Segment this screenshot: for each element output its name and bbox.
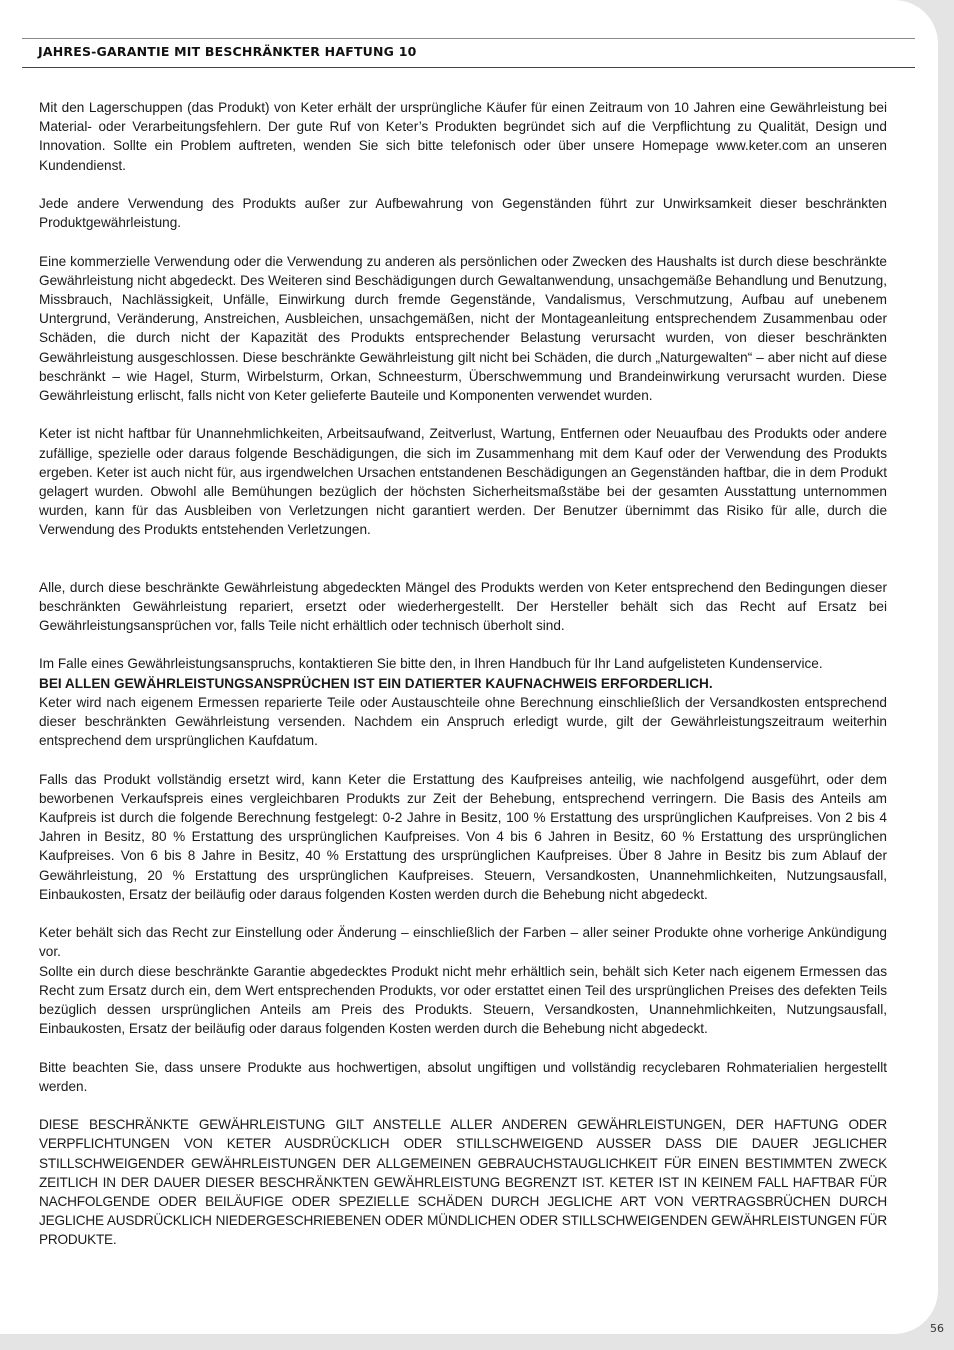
header-rule-top — [22, 38, 915, 39]
paragraph-usage: Jede andere Verwendung des Produkts außer zur Aufbewahrung von Gegenständen führt zur Unwirksamkeit dieser beschränkten Produktgewährleistung. — [39, 196, 887, 231]
header-rule-bottom — [22, 67, 915, 68]
paragraph-disclaimer: DIESE BESCHRÄNKTE GEWÄHRLEISTUNG GILT ANSTELLE ALLER ANDEREN GEWÄHRLEISTUNGEN, DER HAFTUNG ODER VERPFLICHTUNGEN VON KETER AUSDRÜCKLICH ODER STILLSCHWEIGEND AUSSER DASS DIE DAUER JEGLICHER STILLSCHWEIGENDER GEWÄHRLEISTUNGEN DER ALLGEMEINEN GEBRAUCHSTAUGLICHKEIT FÜR EINEN BESTIMMTEN ZWECK ZEITLICH IN DER DAUER DIESER BESCHRÄNKTEN GEWÄHRLEISTUNG BEGRENZT IST. KETER IST IN KEINEM FALL HAFTBAR FÜR NACHFOLGENDE ODER BEILÄUFIGE ODER SPEZIELLE SCHÄDEN DURCH JEGLICHE ART VON VERTRAGSBRÜCHEN DURCH JEGLICHE AUSDRÜCKLICH NIEDERGESCHRIEBENEN ODER MÜNDLICHEN ODER STILLSCHWEIGENDEN GEWÄHRLEISTUNGEN FÜR PRODUKTE. — [39, 1117, 887, 1248]
paragraph-prorated-refund: Falls das Produkt vollständig ersetzt wird, kann Keter die Erstattung des Kaufpreises anteilig, wie nachfolgend ausgeführt, oder dem beworbenen Verkaufspreis eines vergleichbaren Produkts zur Zeit der Behebung, entsprechend verringern. Die Basis des Anteils am Kaufpreis ist durch die folgende Berechnung festgelegt: 0-2 Jahre in Besitz, 100 % Erstattung des ursprünglichen Kaufpreises. Von 2 bis 4 Jahren in Besitz, 80 % Erstattung des ursprünglichen Kaufpreises. Von 4 bis 6 Jahren in Besitz, 60 % Erstattung des ursprünglichen Kaufpreises. Von 6 bis 8 Jahre in Besitz, 40 % Erstattung des ursprünglichen Kaufpreises. Über 8 Jahre in Besitz bis zum Ablauf der Gewährleistung, 20 % Erstattung des ursprünglichen Kaufpreises. Steuern, Versandkosten, Unannehmlichkeiten, Nutzungsausfall, Einbaukosten, Ersatz der beiläufig oder daraus folgenden Kosten werden durch die Behebung nicht abgedeckt. — [39, 771, 887, 902]
changes-notice-line: Keter behält sich das Recht zur Einstellung oder Änderung – einschließlich der Farben – aller seiner Produkte ohne vorherige Ankündigung vor. — [39, 925, 887, 960]
page-title: JAHRES-GARANTIE MIT BESCHRÄNKTER HAFTUNG 10 — [38, 44, 417, 59]
page-number: 56 — [930, 1322, 944, 1335]
paragraph-changes — [39, 923, 887, 1038]
claims-shipping-line: Keter wird nach eigenem Ermessen reparierte Teile oder Austauschteile ohne Berechnung einschließlich der Versandkosten entsprechend dieser beschränkten Gewährleistung versenden. Nachdem ein Anspruch erledigt wurde, gilt der Gewährleistungszeitraum weiterhin entsprechend dem ursprünglichen Kaufdatum. — [39, 694, 887, 749]
paragraph-intro: Mit den Lagerschuppen (das Produkt) von Keter erhält der ursprüngliche Käufer für einen Zeitraum von 10 Jahren eine Gewährleistung bei Material- oder Verarbeitungsfehlern. Der gute Ruf von Keter’s Produkten begründet sich auf die Verpflichtung zu Qualität, Design und Innovation. Sollte ein Problem auftreten, wenden Sie sich bitte telefonisch oder über unsere Homepage www.keter.com an unseren Kundendienst. — [39, 100, 887, 173]
proof-of-purchase-notice: BEI ALLEN GEWÄHRLEISTUNGSANSPRÜCHEN IST EIN DATIERTER KAUFNACHWEIS ERFORDERLICH. — [39, 675, 713, 691]
replacement-line: Sollte ein durch diese beschränkte Garantie abgedecktes Produkt nicht mehr erhältlich sein, behält sich Keter nach eigenem Ermessen das Recht zum Ersatz durch ein, dem Wert entsprechenden Produkts, vor oder erstattet einen Teil des ursprünglichen Preises des defekten Teils bezüglich dessen ursprünglichen Anteils am Preis des Produkts. Steuern, Versandkosten, Unannehmlichkeiten, Nutzungsausfall, Einbaukosten, Ersatz der beiläufig oder daraus folgenden Kosten werden durch die Behebung nicht abgedeckt. — [39, 963, 887, 1037]
paragraph-liability: Keter ist nicht haftbar für Unannehmlichkeiten, Arbeitsaufwand, Zeitverlust, Wartung, Entfernen oder Neuaufbau des Produkts oder andere zufällige, spezielle oder daraus folgende Beschädigungen, die sich im Zusammenhang mit dem Kauf oder der Verwendung des Produkts ergeben. Keter ist auch nicht für, aus irgendwelchen Ursachen entstandenen Beschädigungen an Gegenständen haftbar, die in dem Produkt gelagert wurden. Obwohl alle Bemühungen bezüglich der höchsten Sicherheitsmaßstäbe bei der gesamten Ausstattung unternommen wurden, kann für das Ausbleiben von Verletzungen nicht garantiert werden. Der Benutzer übernimmt das Risiko für alle, durch die Verwendung des Produkts entstehenden Verletzungen. — [39, 426, 887, 538]
paragraph-repair: Alle, durch diese beschränkte Gewährleistung abgedeckten Mängel des Produkts werden von Keter entsprechend den Bedingungen dieser beschränkten Gewährleistung repariert, ersetzt oder wiederhergestellt. Der Hersteller behält sich das Recht auf Ersatz bei Gewährleistungsansprüchen vor, falls Teile nicht erhältlich oder technisch überholt sind. — [39, 579, 887, 634]
paragraph-exclusions: Eine kommerzielle Verwendung oder die Verwendung zu anderen als persönlichen oder Zwecken des Haushalts ist durch diese beschränkte Gewährleistung nicht abgedeckt. Des Weiteren sind Beschädigungen durch Gewaltanwendung, unsachgemäße Behandlung und Benutzung, Missbrauch, Nachlässigkeit, Unfälle, Einwirkung durch fremde Gegenstände, Vandalismus, Verschmutzung, Aufbau auf unebenem Untergrund, Veränderung, Anstreichen, Ausbleichen, unsachgemäßen, nicht der Montageanleitung entsprechendem Zusammenbau oder Schäden, die durch nicht der Kapazität des Produkts entsprechender Belastung verursacht wurden, von dieser beschränkten Gewährleistung ausgeschlossen. Diese beschränkte Gewährleistung gilt nicht bei Schäden, die durch „Naturgewalten“ – aber nicht auf diese beschränkt – wie Hagel, Sturm, Wirbelsturm, Orkan, Schneesturm, Überschwemmung und Brandeinwirkung verursacht wurden. Diese Gewährleistung erlischt, falls nicht von Keter gelieferte Bauteile und Komponenten verwendet wurden. — [39, 253, 887, 404]
warranty-text — [39, 98, 887, 1269]
claims-contact-line: Im Falle eines Gewährleistungsanspruchs, kontaktieren Sie bitte den, in Ihren Handbuch für Ihr Land aufgelisteten Kundenservice. — [39, 656, 823, 672]
paragraph-materials: Bitte beachten Sie, dass unsere Produkte aus hochwertigen, absolut ungiftigen und vollständig recyclebaren Rohmaterialien hergestellt werden. — [39, 1059, 887, 1094]
paragraph-claims — [39, 654, 887, 750]
